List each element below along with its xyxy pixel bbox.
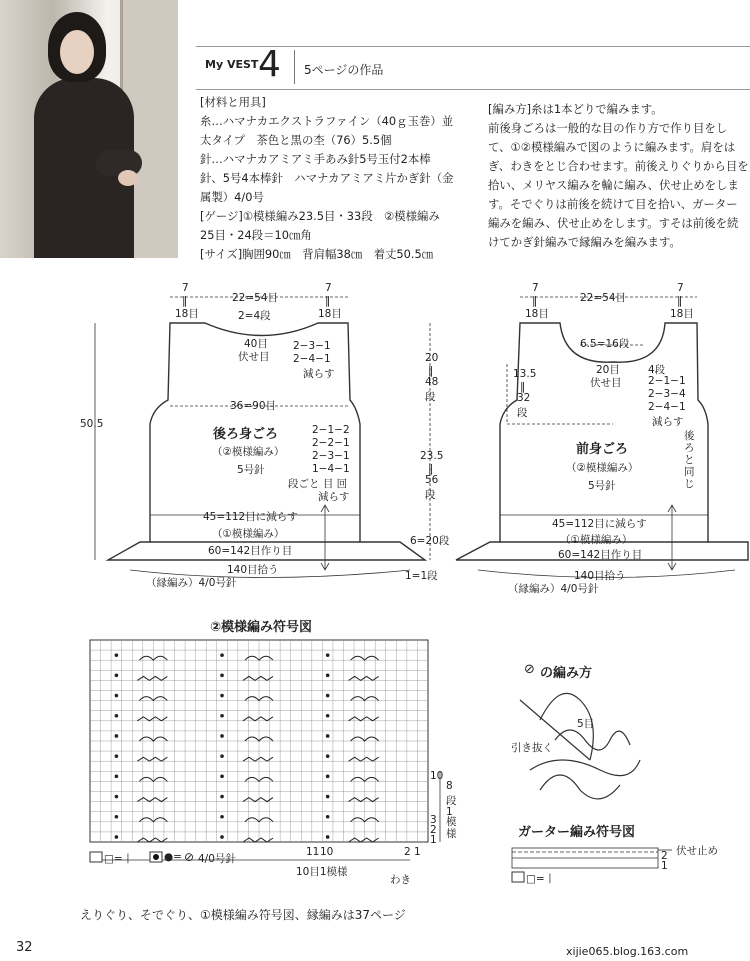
front-dec-0: 4段 [648,364,666,376]
back-arm-4: 1−4−1 [312,463,350,475]
chain-stitch-icon: ⊘ [524,662,535,677]
chart2-legend-2-sym: ●= [164,851,182,863]
front-side-left-eq: ‖ [532,295,538,307]
back-neck-rows: 2=4段 [238,310,271,322]
footer-note: えりぐり、そでぐり、①模様編み符号図、縁編みは37ページ [80,908,406,922]
back-bind-label: 伏せ目 [238,351,270,363]
garter-row-1: 1 [661,860,668,872]
materials-line: [ゲージ]①模様編み23.5目・33段 ②模様編み [200,209,440,223]
chart2-side-label: わき [390,874,411,886]
back-side-right-cm: 7 [325,282,332,294]
back-height: 50.5 [80,418,104,430]
chart2-rep-cols: 10目1模様 [296,866,348,878]
materials-line: 針…ハマナカアミアミ手あみ針5号玉付2本棒 [200,152,431,166]
chart2-row-3: 3 [430,814,437,826]
back-cast: 60=142目作り目 [208,545,293,557]
chart2-rep-unit: 段 [446,795,457,807]
instructions-line: [編み方]糸は1本どりで編みます。 [488,102,663,116]
front-dec-45: 45=112目に減らす [552,518,647,530]
front-neck-unit: 段 [517,407,528,419]
chart2-title: ②模様編み符号図 [210,620,313,635]
back-side-left-cm: 7 [182,282,189,294]
front-same-as-back: 後ろと同じ [684,430,695,490]
chart2-col-2: 2 [404,846,411,858]
back-arm-5: 段ごと 目 回 [288,478,348,490]
front-dec-4: 減らす [652,416,684,428]
source-site: xijie065.blog.163.com [566,945,689,958]
chart2-rep-one: 1 [446,806,453,818]
back-top-center: 22=54目 [232,292,279,304]
instructions-line: 編みを編み、伏せ止めをします。すそは前後を続 [488,216,739,230]
back-width-36: 36=90目 [230,400,277,412]
instructions-line: 前後身ごろは一般的な目の作り方で作り目をし [488,121,728,135]
page-reference: 5ページの作品 [304,63,384,77]
instructions-line: 拾い、メリヤス編みを輪に編み、伏せ止めをしま [488,178,739,192]
chart2-row-2: 2 [430,824,437,836]
back-arm-3: 2−3−1 [312,450,350,462]
chart2-rep-pattern: 模様 [446,816,457,840]
front-neck-eq: ‖ [520,381,526,393]
front-neck-height: 13.5 [513,368,537,380]
chain-stitch-icon: ⊘ [184,850,195,864]
back-arm-1: 2−1−2 [312,424,350,436]
back-dec-c: 減らす [303,368,335,380]
howto-pull: 引き抜く [511,742,553,754]
back-pattern-1: （①模様編み） [212,528,285,540]
back-edge: （縁編み）4/0号針 [146,577,237,589]
instructions-line: す。そでぐりは前後を続けて目を拾い、ガーター [488,197,738,211]
back-dec-a: 2−3−1 [293,340,331,352]
chart2-col-11: 11 [306,846,320,858]
back-needle: 5号針 [237,464,265,476]
front-edge: （縁編み）4/0号針 [508,583,599,595]
back-arm-2: 2−2−1 [312,437,350,449]
chart2-rep-rows: 8 [446,780,453,792]
back-pick: 140目拾う [227,564,279,576]
front-side-left-cm: 7 [532,282,539,294]
front-pattern: （②模様編み） [566,462,639,474]
instructions-line: ぎ、わきをとじ合わせます。前後えりぐりから目を [488,159,749,173]
garter-title: ガーター編み符号図 [518,825,636,840]
garter-legend: □=丨 [526,873,556,885]
item-number: 4 [258,44,281,85]
back-lower-rows: 56 [425,474,439,486]
front-dec-3: 2−4−1 [648,401,686,413]
front-dec-1: 2−1−1 [648,375,686,387]
front-side-right-cm: 7 [677,282,684,294]
front-neck-rows: 32 [517,392,531,404]
materials-line: 25目・24段＝10㎝角 [200,228,312,242]
back-hem-rows: 6=20段 [410,535,450,547]
back-lower-cm: 23.5 [420,450,444,462]
back-lower-unit: 段 [425,489,436,501]
materials-line: 針、5号4本棒針 ハマナカアミアミ片かぎ針（金 [200,171,454,185]
page-number: 32 [16,940,33,955]
front-side-left-st: 18目 [525,308,549,320]
back-edge-rows: 1=1段 [405,570,438,582]
back-upper-unit: 段 [425,391,436,403]
garter-bind: 伏せ止め [676,845,718,857]
front-pattern-1: （①模様編み） [560,534,633,546]
garter-chart [512,848,672,868]
materials-line: [材料と用具] [200,95,266,109]
chart2-col-1: 1 [414,846,421,858]
front-side-right-eq: ‖ [677,295,683,307]
back-dec-b: 2−4−1 [293,353,331,365]
materials-line: 属製）4/0号 [200,190,264,204]
front-side-right-st: 18目 [670,308,694,320]
front-dec-2: 2−3−4 [648,388,686,400]
chart2-row-1: 1 [430,834,437,846]
chart2-legend-2-text: 4/0号針 [198,853,236,865]
chart2-row-10: 10 [430,770,444,782]
howto-five: 5目 [577,718,595,730]
howto-title: の編み方 [540,666,593,681]
materials-line: 太タイプ 茶色と黒の杢（76）5.5個 [200,133,392,147]
back-upper-rows: 48 [425,376,439,388]
front-top-center: 22=54目 [580,292,627,304]
front-cast: 60=142目作り目 [558,549,643,561]
back-pattern: （②模様編み） [212,446,285,458]
back-upper-cm: 20 [425,352,439,364]
series-label: My VEST [205,58,259,71]
materials-line: [サイズ]胸囲90㎝ 背肩幅38㎝ 着丈50.5㎝ [200,247,434,261]
back-side-left-eq: ‖ [182,295,188,307]
instructions-line: て、①②模様編みで図のように編みます。肩をは [488,140,736,154]
back-dec-45: 45=112目に減らす [203,511,298,523]
materials-line: 糸…ハマナカエクストラファイン（40ｇ玉巻）並 [200,114,454,128]
back-bind-count: 40目 [244,338,268,350]
garter-row-2: 2 [661,850,668,862]
front-needle: 5号針 [588,480,616,492]
chart2-col-10: 10 [320,846,334,858]
back-lower-eq: ‖ [428,463,434,475]
instructions-line: けてかぎ針編みで縁編みを編みます。 [488,235,681,249]
front-pick: 140目拾う [574,570,626,582]
front-title: 前身ごろ [576,442,629,457]
front-bind-count: 20目 [596,364,620,376]
back-arm-6: 減らす [318,491,350,503]
back-title: 後ろ身ごろ [213,427,279,442]
back-upper-eq: ‖ [428,365,434,377]
front-neck-width: 6.5=16段 [580,338,630,350]
front-bind-label: 伏せ目 [590,377,622,389]
back-side-right-eq: ‖ [325,295,331,307]
back-side-right-st: 18目 [318,308,342,320]
chart2-legend-1: □=丨 [104,853,134,865]
back-side-left-st: 18目 [175,308,199,320]
